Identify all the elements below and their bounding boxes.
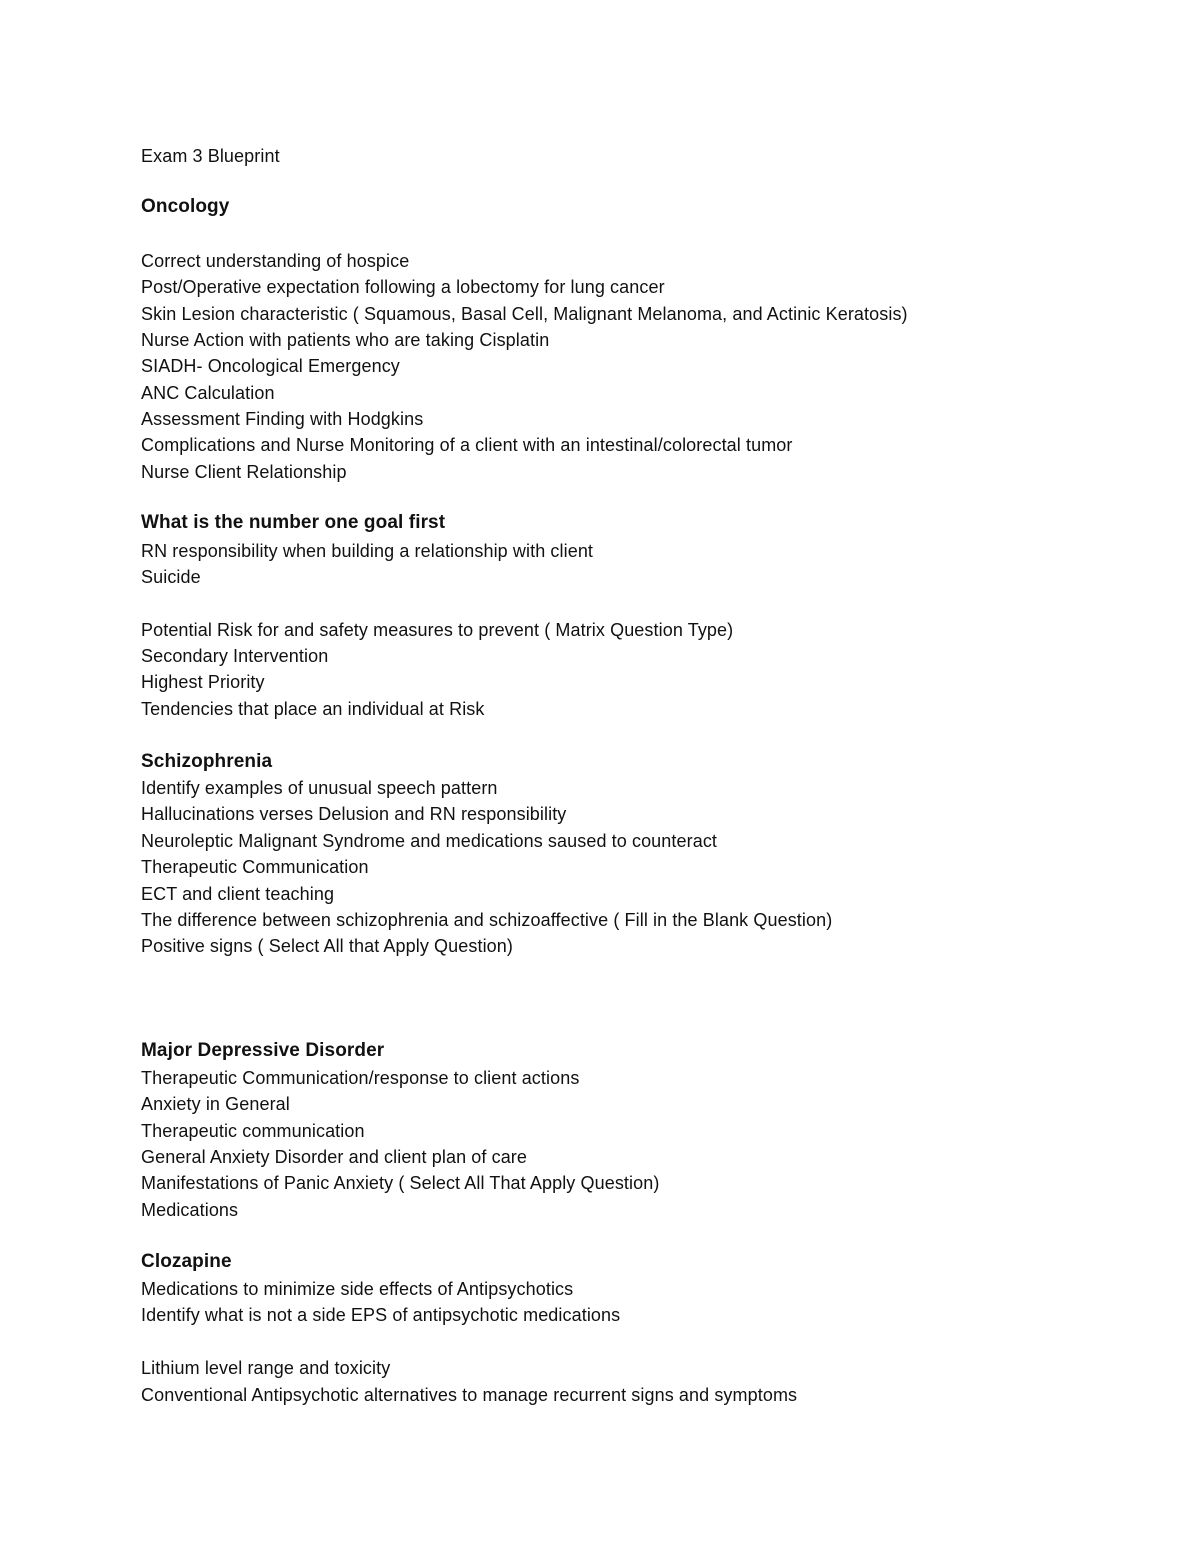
list-item: Medications to minimize side effects of Antipsychotics [141, 1279, 574, 1299]
list-item: Tendencies that place an individual at Risk [141, 699, 485, 719]
list-item: Assessment Finding with Hodgkins [141, 409, 424, 429]
list-item: Hallucinations verses Delusion and RN responsibility [141, 804, 567, 824]
list-item: RN responsibility when building a relationship with client [141, 541, 594, 561]
list-item: The difference between schizophrenia and schizoaffective ( Fill in the Blank Question) [141, 910, 833, 930]
list-item: Identify examples of unusual speech pattern [141, 778, 498, 798]
section-heading-goal: What is the number one goal first [141, 512, 446, 533]
list-item: Identify what is not a side EPS of antipsychotic medications [141, 1305, 621, 1325]
list-item: ANC Calculation [141, 383, 275, 403]
list-item: Nurse Action with patients who are taking Cisplatin [141, 330, 550, 350]
list-item: General Anxiety Disorder and client plan of care [141, 1147, 528, 1167]
list-item: Lithium level range and toxicity [141, 1358, 391, 1378]
list-item: Neuroleptic Malignant Syndrome and medications saused to counteract [141, 831, 718, 851]
list-item: Post/Operative expectation following a lobectomy for lung cancer [141, 277, 665, 297]
list-item: Nurse Client Relationship [141, 462, 347, 482]
list-item: Highest Priority [141, 672, 265, 692]
list-item: Secondary Intervention [141, 646, 329, 666]
list-item: Correct understanding of hospice [141, 251, 410, 271]
list-item: ECT and client teaching [141, 884, 335, 904]
document-title: Exam 3 Blueprint [141, 146, 280, 166]
list-item: Suicide [141, 567, 201, 587]
list-item: Anxiety in General [141, 1094, 290, 1114]
list-item: Manifestations of Panic Anxiety ( Select All That Apply Question) [141, 1173, 660, 1193]
list-item: Positive signs ( Select All that Apply Question) [141, 936, 513, 956]
list-item: Skin Lesion characteristic ( Squamous, Basal Cell, Malignant Melanoma, and Actinic Keratosis) [141, 304, 908, 324]
list-item: Therapeutic communication [141, 1121, 365, 1141]
list-item: Conventional Antipsychotic alternatives to manage recurrent signs and symptoms [141, 1385, 798, 1405]
list-item: Medications [141, 1200, 239, 1220]
list-item: SIADH- Oncological Emergency [141, 356, 400, 376]
section-heading-schizophrenia: Schizophrenia [141, 751, 273, 772]
list-item: Therapeutic Communication/response to client actions [141, 1068, 580, 1088]
list-item: Therapeutic Communication [141, 857, 369, 877]
section-heading-oncology: Oncology [141, 196, 230, 217]
section-heading-clozapine: Clozapine [141, 1251, 232, 1272]
list-item: Potential Risk for and safety measures to prevent ( Matrix Question Type) [141, 620, 734, 640]
section-heading-mdd: Major Depressive Disorder [141, 1040, 385, 1061]
list-item: Complications and Nurse Monitoring of a client with an intestinal/colorectal tumor [141, 435, 793, 455]
